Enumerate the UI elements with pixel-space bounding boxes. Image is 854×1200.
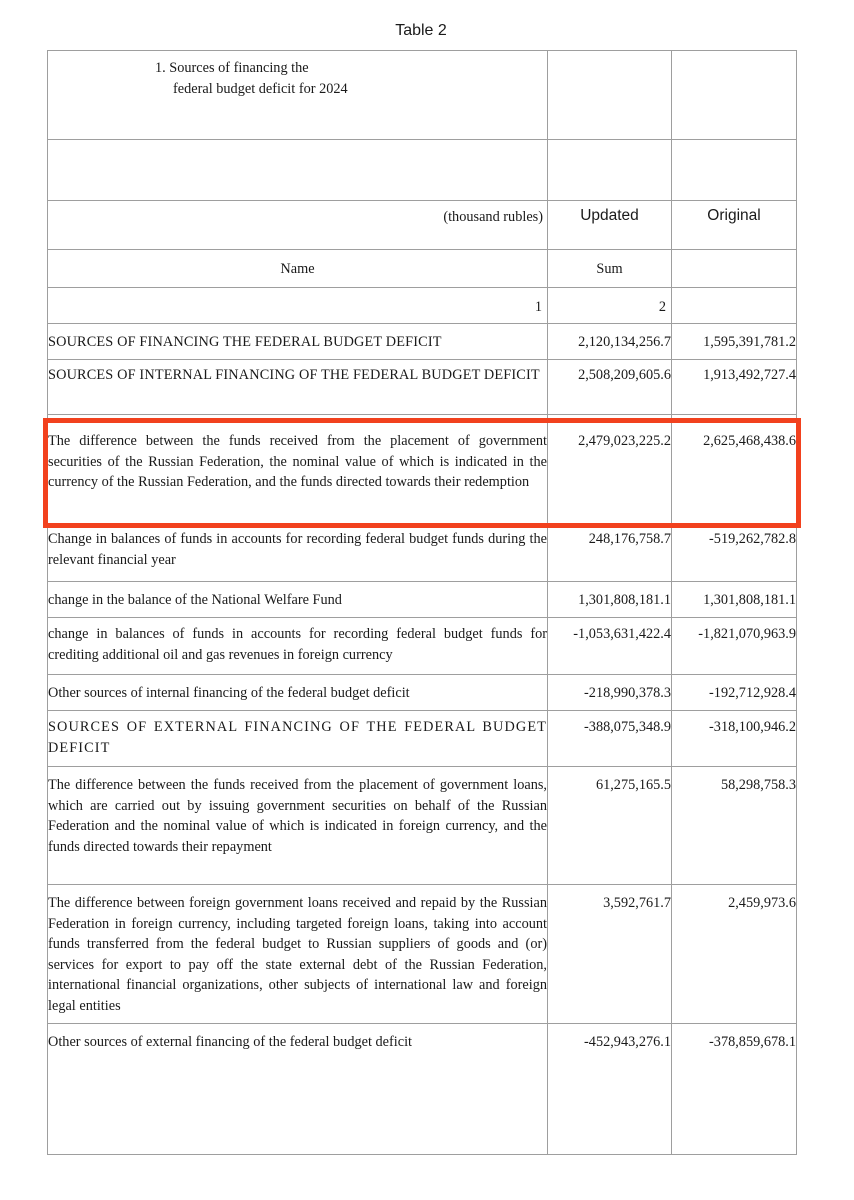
row-name-text: SOURCES OF EXTERNAL FINANCING OF THE FEDERAL BUDGET DEFICIT: [48, 719, 547, 756]
row-updated-value: -1,053,631,422.4: [548, 618, 672, 675]
row-original-value: -378,859,678.1: [672, 1024, 797, 1155]
table-row: [48, 711, 797, 767]
table-row: [48, 582, 797, 618]
row-original-value: 1,913,492,727.4: [672, 360, 797, 415]
row-name-text: SOURCES OF INTERNAL FINANCING OF THE FEDERAL BUDGET DEFICIT: [48, 367, 540, 383]
table-title-line1: 1. Sources of financing the: [155, 60, 309, 76]
row-updated-value: 61,275,165.5: [548, 767, 672, 885]
row-original-value: 2,625,468,438.6: [672, 415, 797, 527]
table-row: [48, 324, 797, 360]
row-original-value: 1,301,808,181.1: [672, 582, 797, 618]
row-name: [48, 711, 548, 767]
index-cell-1: [48, 288, 548, 324]
sum-header-cell: [548, 250, 672, 288]
row-name: The difference between foreign government loans received and repaid by the Russian Federation in foreign currency, including targeted foreign loans, taking into account funds transferred from the federal budget to Russian suppliers of goods and (or) services for export to pay off the state external debt of the Russian Federation, international financial organizations, other subjects of international law and foreign legal entities: [48, 885, 548, 1024]
column-index-2: 2: [658, 299, 666, 315]
original-header-cell: [672, 201, 797, 250]
units-cell: [48, 201, 548, 250]
table-row: [48, 885, 797, 1024]
header-row: [48, 201, 797, 250]
empty-cell: [548, 140, 672, 201]
name-sum-row: [48, 250, 797, 288]
row-updated-value: -452,943,276.1: [548, 1024, 672, 1155]
row-original-value: -1,821,070,963.9: [672, 618, 797, 675]
row-updated-value: 2,120,134,256.7: [548, 324, 672, 360]
table-row: [48, 527, 797, 582]
row-name: change in the balance of the National Welfare Fund: [48, 582, 548, 618]
empty-cell: [548, 51, 672, 140]
empty-cell: [672, 288, 797, 324]
original-column-header: Original: [707, 207, 761, 224]
updated-header-cell: [548, 201, 672, 250]
row-updated-value: 2,479,023,225.2: [548, 415, 672, 527]
row-original-value: -318,100,946.2: [672, 711, 797, 767]
row-original-value: 1,595,391,781.2: [672, 324, 797, 360]
units-label: (thousand rubles): [443, 209, 543, 225]
row-updated-value: 248,176,758.7: [548, 527, 672, 582]
empty-cell: [672, 250, 797, 288]
empty-cell: [48, 140, 548, 201]
spacer-row: [48, 140, 797, 201]
row-original-value: -519,262,782.8: [672, 527, 797, 582]
name-column-header: Name: [280, 261, 315, 277]
row-name: Other sources of external financing of the federal budget deficit: [48, 1024, 548, 1155]
title-cell: [48, 51, 548, 140]
updated-column-header: Updated: [580, 207, 639, 224]
sum-column-header: Sum: [596, 261, 623, 277]
table-row: [48, 767, 797, 885]
row-name: change in balances of funds in accounts for recording federal budget funds for crediting additional oil and gas revenues in foreign currency: [48, 618, 548, 675]
row-updated-value: -218,990,378.3: [548, 675, 672, 711]
row-name: [48, 324, 548, 360]
table-row: [48, 618, 797, 675]
table-caption: Table 2: [395, 22, 447, 39]
empty-cell: [672, 140, 797, 201]
row-updated-value: 3,592,761.7: [548, 885, 672, 1024]
row-original-value: -192,712,928.4: [672, 675, 797, 711]
table-title-line2: federal budget deficit for 2024: [173, 80, 348, 97]
table-row: [48, 360, 797, 415]
row-name-text: SOURCES OF FINANCING THE FEDERAL BUDGET DEFICIT: [48, 334, 442, 350]
row-name: Other sources of internal financing of the federal budget deficit: [48, 675, 548, 711]
row-updated-value: 2,508,209,605.6: [548, 360, 672, 415]
row-name: The difference between the funds received from the placement of government securities of the Russian Federation, the nominal value of which is indicated in the currency of the Russian Federation, and the funds directed towards their redemption: [48, 415, 548, 527]
row-updated-value: 1,301,808,181.1: [548, 582, 672, 618]
row-name: Change in balances of funds in accounts for recording federal budget funds during the relevant financial year: [48, 527, 548, 582]
index-cell-2: [548, 288, 672, 324]
table-row: [48, 675, 797, 711]
financing-table: [47, 50, 797, 1155]
row-name: The difference between the funds received from the placement of government loans, which are carried out by issuing government securities on behalf of the Russian Federation and the nominal value of which is indicated in foreign currency, and the funds directed towards their repayment: [48, 767, 548, 885]
row-updated-value: -388,075,348.9: [548, 711, 672, 767]
table-row: [48, 1024, 797, 1155]
name-header-cell: [48, 250, 548, 288]
row-original-value: 2,459,973.6: [672, 885, 797, 1024]
empty-cell: [672, 51, 797, 140]
row-name: [48, 360, 548, 415]
column-index-1: 1: [534, 299, 542, 315]
table-row-highlighted: [48, 415, 797, 527]
title-row: [48, 51, 797, 140]
row-original-value: 58,298,758.3: [672, 767, 797, 885]
index-row: [48, 288, 797, 324]
